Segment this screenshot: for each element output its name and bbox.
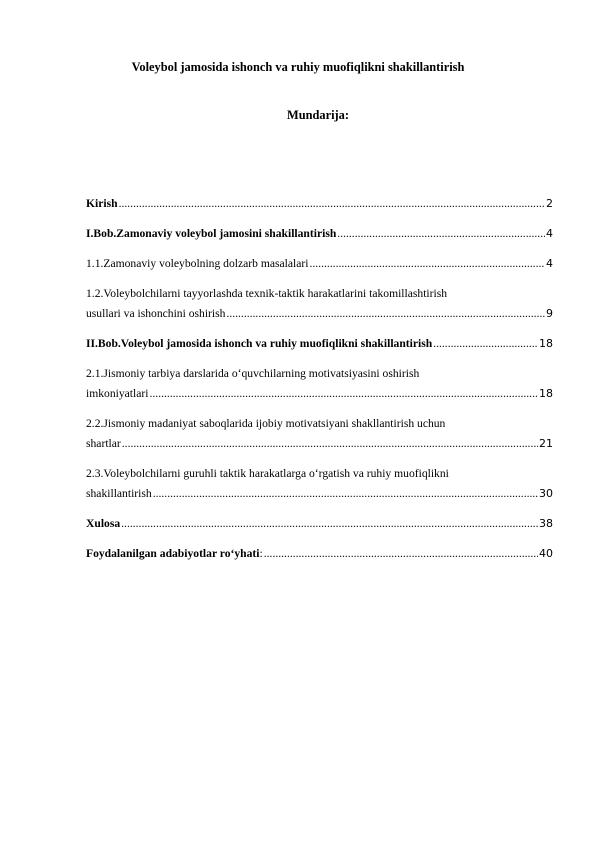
- dot-leader: [149, 384, 538, 404]
- toc-entry-title: Xulosa: [86, 517, 121, 530]
- dot-leader: [119, 194, 545, 214]
- table-of-contents: [86, 194, 553, 574]
- toc-entry-chapter-1[interactable]: [86, 224, 553, 244]
- dot-leader: [122, 434, 538, 454]
- toc-entry-xulosa[interactable]: [86, 514, 553, 534]
- toc-page-number: 18: [539, 387, 553, 400]
- dot-leader: [153, 484, 538, 504]
- toc-page-number: 4: [546, 257, 553, 270]
- toc-heading: Mundarija:: [287, 108, 349, 122]
- dot-leader: [309, 254, 545, 274]
- dot-leader: [433, 334, 538, 354]
- toc-page-number: 18: [539, 337, 553, 350]
- dot-leader: [264, 544, 538, 564]
- toc-entry-title-line2: shartlar: [86, 437, 121, 450]
- toc-entry-title: Foydalanilgan adabiyotlar ro‘yhati: [86, 547, 260, 560]
- dot-leader: [226, 304, 545, 324]
- dot-leader: [337, 224, 545, 244]
- toc-entry-title-line1: 1.2.Voleybolchilarni tayyorlashda texnik-taktik harakatlarini takomillashtirish: [86, 287, 448, 300]
- toc-entry-title: II.Bob.Voleybol jamosida ishonch va ruhiy muofiqlikni shakillantirish: [86, 337, 433, 350]
- toc-entry-suffix: :: [259, 547, 263, 560]
- toc-page-number: 4: [546, 227, 553, 240]
- dot-leader: [121, 514, 538, 534]
- toc-page-number: 30: [539, 487, 553, 500]
- toc-page-number: 9: [546, 307, 553, 320]
- toc-page-number: 38: [539, 517, 553, 530]
- toc-entry-title-line2: usullari va ishonchini oshirish: [86, 307, 226, 320]
- toc-entry-title-line2: shakillantirish: [86, 487, 152, 500]
- toc-entry-bibliography[interactable]: [86, 544, 553, 564]
- toc-page-number: 2: [546, 197, 553, 210]
- toc-entry-title: I.Bob.Zamonaviy voleybol jamosini shakillantirish: [86, 227, 337, 240]
- toc-entry-title-line1: 2.3.Voleybolchilarni guruhli taktik harakatlarga o‘rgatish va ruhiy muofiqlikni: [86, 467, 449, 480]
- document-title: Voleybol jamosida ishonch va ruhiy muofiqlikni shakillantirish: [131, 60, 465, 74]
- toc-page-number: 21: [539, 437, 553, 450]
- toc-entry-kirish[interactable]: [86, 194, 553, 214]
- toc-entry-title-line1: 2.2.Jismoniy madaniyat saboqlarida ijobiy motivatsiyani shakllantirish uchun: [86, 417, 446, 430]
- toc-entry-section-2-1[interactable]: [86, 364, 553, 404]
- toc-entry-title: 1.1.Zamonaviy voleybolning dolzarb masalalari: [86, 257, 309, 270]
- toc-entry-chapter-2[interactable]: [86, 334, 553, 354]
- toc-entry-section-2-2[interactable]: [86, 414, 553, 454]
- toc-entry-title-line2: imkoniyatlari: [86, 387, 149, 400]
- toc-page-number: 40: [539, 547, 553, 560]
- toc-entry-title: Kirish: [86, 197, 118, 210]
- toc-entry-section-1-1[interactable]: [86, 254, 553, 274]
- toc-entry-section-1-2[interactable]: [86, 284, 553, 324]
- toc-entry-section-2-3[interactable]: [86, 464, 553, 504]
- toc-entry-title-line1: 2.1.Jismoniy tarbiya darslarida o‘quvchilarning motivatsiyasini oshirish: [86, 367, 420, 380]
